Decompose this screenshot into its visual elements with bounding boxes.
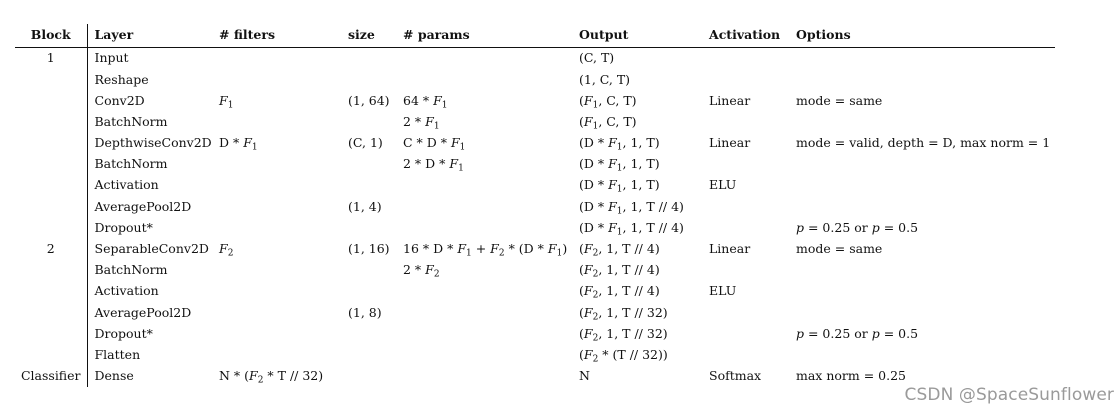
cell-output: ($F_1$, C, T) <box>579 113 637 132</box>
header-size: size <box>341 24 396 48</box>
cell-layer: Dense <box>94 368 134 384</box>
cell-options <box>789 345 1055 366</box>
cell-activation <box>702 112 789 133</box>
cell-block <box>15 196 87 217</box>
cell-output: ($F_1$, C, T) <box>579 92 637 110</box>
cell-size <box>341 48 396 70</box>
cell-output: ($D * F_1$, 1, T // 4) <box>579 198 684 216</box>
cell-layer: Activation <box>94 283 159 299</box>
cell-activation: Linear <box>709 135 751 151</box>
cell-options <box>789 302 1055 323</box>
cell-block: Classifier <box>15 366 87 387</box>
cell-layer: DepthwiseConv2D <box>94 135 212 151</box>
cell-output: $(F_2 * (T // 32))$ <box>579 346 668 365</box>
cell-size <box>341 175 396 196</box>
watermark: CSDN @SpaceSunflower <box>904 385 1114 405</box>
table-row <box>15 112 1055 133</box>
cell-layer: Conv2D <box>94 92 145 108</box>
cell-block <box>15 323 87 344</box>
table-row <box>15 302 1055 323</box>
cell-options: max norm = 0.25 <box>796 368 906 384</box>
cell-activation <box>702 302 789 323</box>
cell-output: ($F_2$, 1, T // 4) <box>579 241 660 259</box>
cell-options: p = 0.25 or p = 0.5 <box>796 219 919 235</box>
cell-size <box>341 281 396 302</box>
cell-activation: Linear <box>709 241 751 257</box>
cell-size: (1, 4) <box>348 198 382 214</box>
table-row <box>15 196 1055 217</box>
cell-output: ($D * F_1$, 1, T) <box>579 135 660 153</box>
table-row <box>15 133 1055 154</box>
cell-options <box>789 48 1055 70</box>
header-block: Block <box>15 24 87 48</box>
cell-filters <box>212 345 341 366</box>
cell-filters <box>212 196 341 217</box>
architecture-table-container <box>15 24 1055 387</box>
cell-layer: Dropout* <box>94 325 153 341</box>
cell-layer: BatchNorm <box>94 113 168 129</box>
cell-activation: Linear <box>709 92 751 108</box>
cell-block <box>15 154 87 175</box>
cell-output: (C, T) <box>579 50 615 66</box>
header-output: Output <box>572 24 702 48</box>
cell-output: ($D * F_1$, 1, T // 4) <box>579 219 684 238</box>
cell-activation <box>702 154 789 175</box>
header-activation: Activation <box>702 24 789 48</box>
table-row <box>15 260 1055 281</box>
cell-activation <box>702 196 789 217</box>
architecture-table <box>15 24 1055 387</box>
cell-filters <box>212 323 341 344</box>
cell-filters <box>212 48 341 70</box>
cell-params <box>396 175 572 196</box>
cell-layer: Activation <box>94 177 159 193</box>
cell-params <box>396 218 572 239</box>
cell-filters: $F_2$ <box>219 241 234 259</box>
cell-activation: ELU <box>709 177 737 193</box>
table-row <box>15 323 1055 344</box>
cell-activation: Softmax <box>709 368 762 384</box>
cell-output: ($F_2$, 1, T // 32) <box>579 325 668 344</box>
header-filters: # filters <box>212 24 341 48</box>
cell-size <box>341 345 396 366</box>
cell-output: ($D * F_1$, 1, T) <box>579 177 660 195</box>
cell-block <box>15 345 87 366</box>
cell-params: 2 * D * $F_1$ <box>403 156 464 174</box>
cell-layer: AveragePool2D <box>94 304 192 320</box>
cell-block <box>15 302 87 323</box>
cell-options <box>789 112 1055 133</box>
cell-activation <box>702 345 789 366</box>
cell-size <box>341 218 396 239</box>
cell-block <box>15 112 87 133</box>
cell-filters <box>212 69 341 90</box>
cell-size: (1, 16) <box>348 241 390 257</box>
table-row <box>15 90 1055 111</box>
cell-activation <box>702 218 789 239</box>
cell-params <box>396 48 572 70</box>
cell-activation <box>702 323 789 344</box>
table-row <box>15 69 1055 90</box>
cell-activation <box>702 48 789 70</box>
cell-block <box>15 90 87 111</box>
cell-params <box>396 281 572 302</box>
cell-block <box>15 69 87 90</box>
cell-params <box>396 345 572 366</box>
cell-params <box>396 69 572 90</box>
cell-activation: ELU <box>709 283 737 299</box>
cell-block <box>15 260 87 281</box>
cell-block <box>15 218 87 239</box>
cell-params: C * D * $F_1$ <box>403 135 466 153</box>
cell-layer: SeparableConv2D <box>94 241 209 257</box>
cell-options <box>789 281 1055 302</box>
cell-layer: AveragePool2D <box>94 198 192 214</box>
cell-filters <box>212 112 341 133</box>
cell-options: mode = valid, depth = D, max norm = 1 <box>796 135 1051 151</box>
cell-size <box>341 366 396 387</box>
table-row <box>15 218 1055 239</box>
cell-filters: $F_1$ <box>219 92 234 110</box>
cell-options: mode = same <box>796 92 883 108</box>
header-options: Options <box>789 24 1055 48</box>
cell-options <box>789 69 1055 90</box>
cell-size <box>341 69 396 90</box>
cell-options: p = 0.25 or p = 0.5 <box>796 325 919 341</box>
cell-layer: Input <box>94 50 129 66</box>
cell-block: 2 <box>15 239 87 260</box>
cell-block <box>15 281 87 302</box>
cell-options <box>789 154 1055 175</box>
cell-layer: Flatten <box>94 346 141 362</box>
cell-size <box>341 112 396 133</box>
cell-options <box>789 175 1055 196</box>
cell-filters <box>212 218 341 239</box>
cell-filters <box>212 260 341 281</box>
cell-output: (1, C, T) <box>579 71 631 87</box>
cell-block <box>15 133 87 154</box>
cell-params <box>396 366 572 387</box>
cell-block: 1 <box>15 48 87 70</box>
cell-filters <box>212 175 341 196</box>
cell-filters <box>212 302 341 323</box>
cell-activation <box>702 69 789 90</box>
cell-params: $2 * F_1$ <box>403 113 440 132</box>
cell-options <box>789 196 1055 217</box>
cell-size <box>341 323 396 344</box>
cell-params: $16 * D * F_1 + F_2 * (D * F_1)$ <box>403 241 568 259</box>
table-row <box>15 366 1055 387</box>
table-row <box>15 345 1055 366</box>
header-params: # params <box>396 24 572 48</box>
table-body <box>15 48 1055 388</box>
cell-params: $2 * F_2$ <box>403 262 440 280</box>
cell-layer: Reshape <box>94 71 149 87</box>
cell-size: (C, 1) <box>348 135 383 151</box>
cell-params: $64 * F_1$ <box>403 92 448 110</box>
cell-options <box>789 260 1055 281</box>
header-layer: Layer <box>87 24 212 48</box>
cell-size: (1, 64) <box>348 92 390 108</box>
cell-activation <box>702 260 789 281</box>
cell-filters: N * ($F_2$ * T // 32) <box>219 368 324 386</box>
cell-params <box>396 302 572 323</box>
cell-output: ($F_2$, 1, T // 32) <box>579 304 668 322</box>
cell-params <box>396 196 572 217</box>
table-row <box>15 239 1055 260</box>
table-row <box>15 281 1055 302</box>
cell-size <box>341 260 396 281</box>
cell-layer: Dropout* <box>94 219 153 235</box>
cell-block <box>15 175 87 196</box>
cell-params <box>396 323 572 344</box>
table-row <box>15 175 1055 196</box>
cell-output: ($D * F_1$, 1, T) <box>579 156 660 174</box>
cell-output: ($F_2$, 1, T // 4) <box>579 262 660 280</box>
header-row <box>15 24 1055 48</box>
cell-layer: BatchNorm <box>94 262 168 278</box>
cell-options: mode = same <box>796 241 883 257</box>
cell-filters <box>212 154 341 175</box>
table-row <box>15 154 1055 175</box>
cell-size: (1, 8) <box>348 304 382 320</box>
cell-size <box>341 154 396 175</box>
cell-filters <box>212 281 341 302</box>
table-row <box>15 48 1055 70</box>
cell-output: ($F_2$, 1, T // 4) <box>579 283 660 301</box>
cell-layer: BatchNorm <box>94 156 168 172</box>
cell-filters: D * $F_1$ <box>219 135 258 153</box>
cell-output: N <box>579 368 590 384</box>
